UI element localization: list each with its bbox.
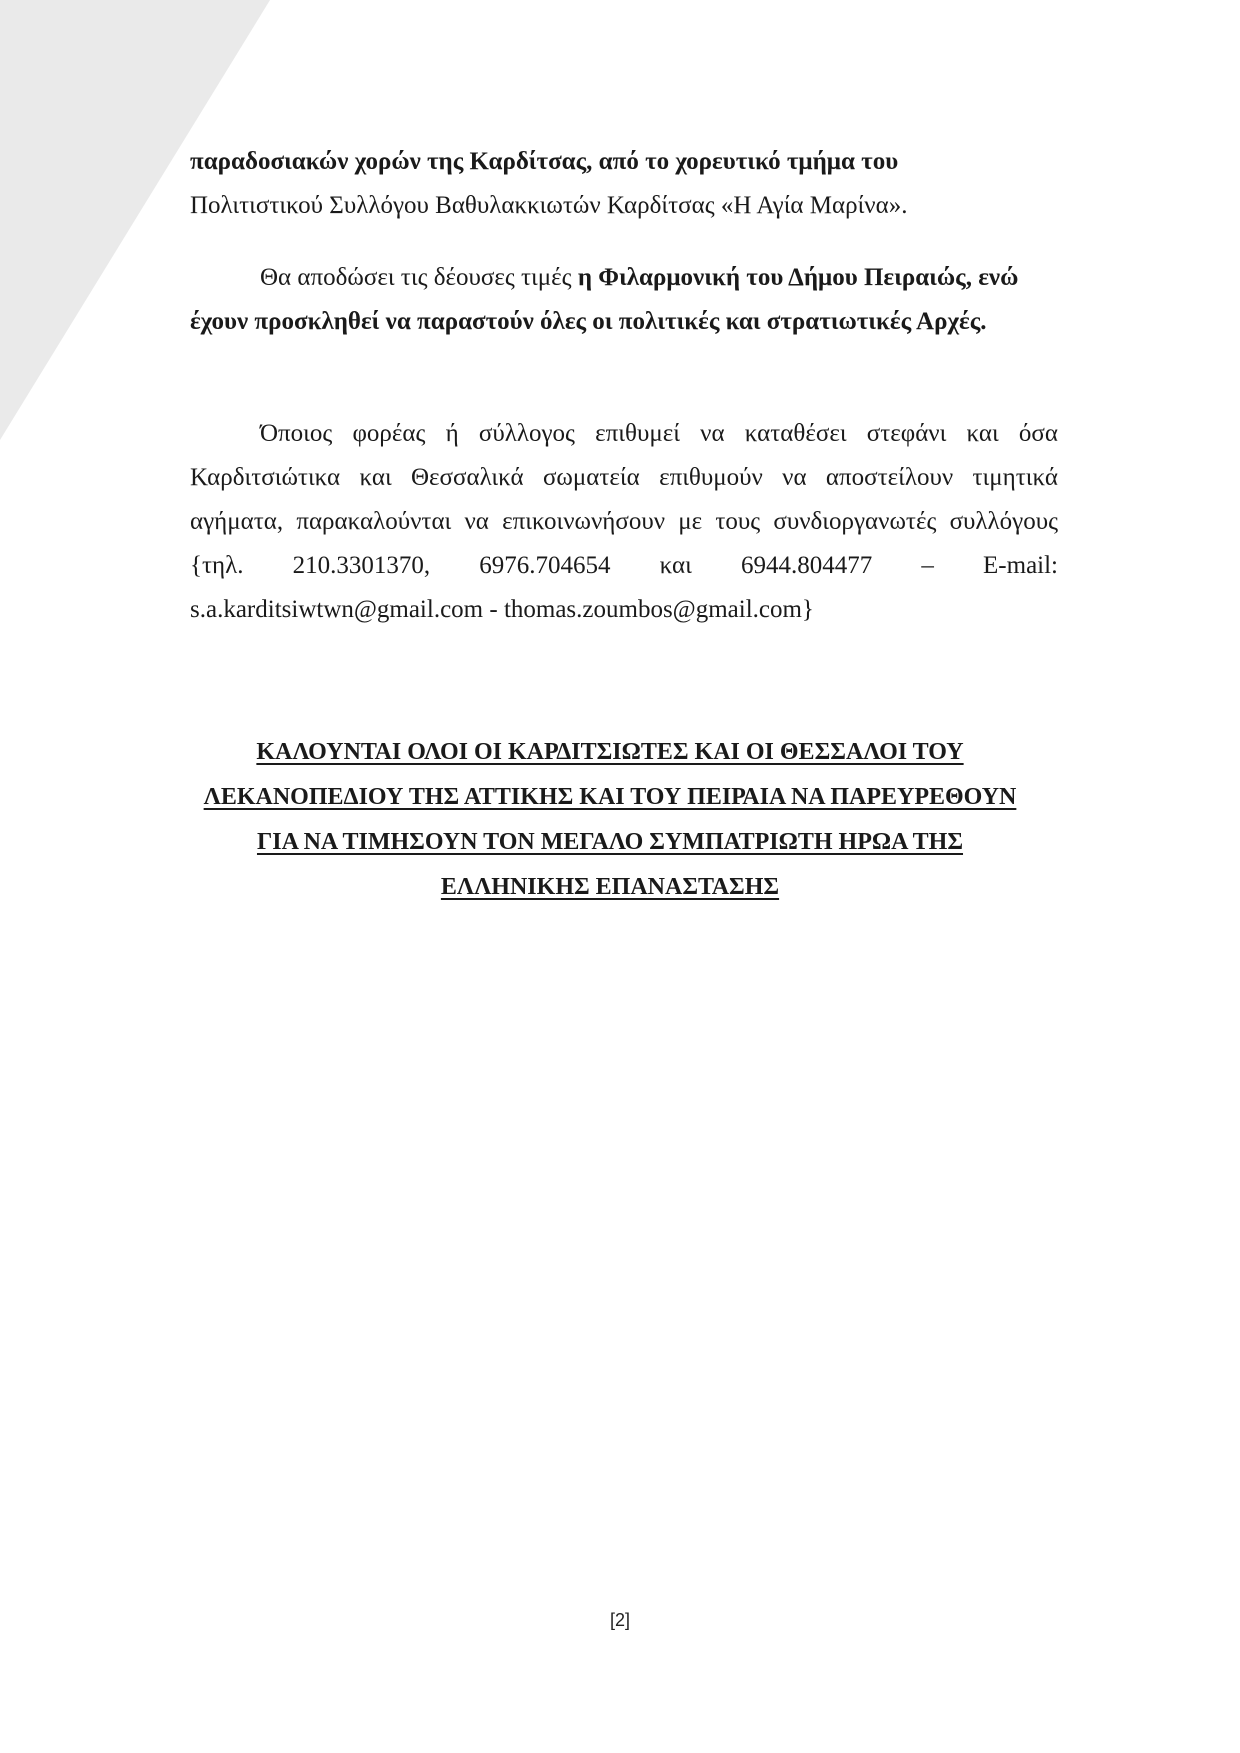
heading-line: ΕΛΛΗΝΙΚΗΣ ΕΠΑΝΑΣΤΑΣΗΣ: [440, 874, 780, 900]
heading-line: ΛΕΚΑΝΟΠΕΔΙΟΥ ΤΗΣ ΑΤΤΙΚΗΣ ΚΑΙ ΤΟΥ ΠΕΙΡΑΙΑ ΝΑ ΠΑΡΕΥΡΕΘΟΥΝ: [203, 784, 1017, 810]
paragraph-line: Πολιτιστικού Συλλόγου Βαθυλακκιωτών Καρδίτσας «Η Αγία Μαρίνα».: [190, 192, 908, 219]
paragraph-contact: [190, 412, 1058, 632]
paragraph-line: παραδοσιακών χορών της Καρδίτσας, από το χορευτικό τμήμα του: [190, 148, 899, 175]
heading-line: ΓΙΑ ΝΑ ΤΙΜΗΣΟΥΝ ΤΟΝ ΜΕΓΑΛΟ ΣΥΜΠΑΤΡΙΩΤΗ ΗΡΩΑ ΤΗΣ: [256, 829, 964, 855]
paragraph-text: Θα αποδώσει τις δέουσες τιμές: [260, 264, 578, 291]
paragraph-text: Όποιος φορέας ή σύλλογος επιθυμεί να καταθέσει στεφάνι και όσα Καρδιτσιώτικα και Θεσσαλικά σωματεία επιθυμούν να αποστείλουν τιμητικά αγήματα, παρακαλούνται να επικοινωνήσουν με τους συνδιοργανωτές συλλόγους {τηλ. 210.3301370, 6976.704654 και 6944.804477 – E-mail: s.a.karditsiwtwn@gmail.com - thomas.zoumbos@gmail.com}: [190, 420, 1058, 623]
heading-line: ΚΑΛΟΥΝΤΑΙ ΟΛΟΙ ΟΙ ΚΑΡΔΙΤΣΙΩΤΕΣ ΚΑΙ ΟΙ ΘΕΣΣΑΛΟΙ ΤΟΥ: [256, 739, 964, 765]
paragraph-continuation: [190, 140, 1058, 228]
paragraph-bold-text: η Φιλαρμονική του Δήμου Πειραιώς, ενώ έχουν προσκληθεί να παραστούν όλες οι πολιτικές και στρατιωτικές Αρχές.: [190, 264, 1019, 335]
paragraph-honors: [190, 256, 1058, 344]
invitation-heading: [150, 730, 1070, 910]
page-number: [2]: [609, 1610, 630, 1630]
